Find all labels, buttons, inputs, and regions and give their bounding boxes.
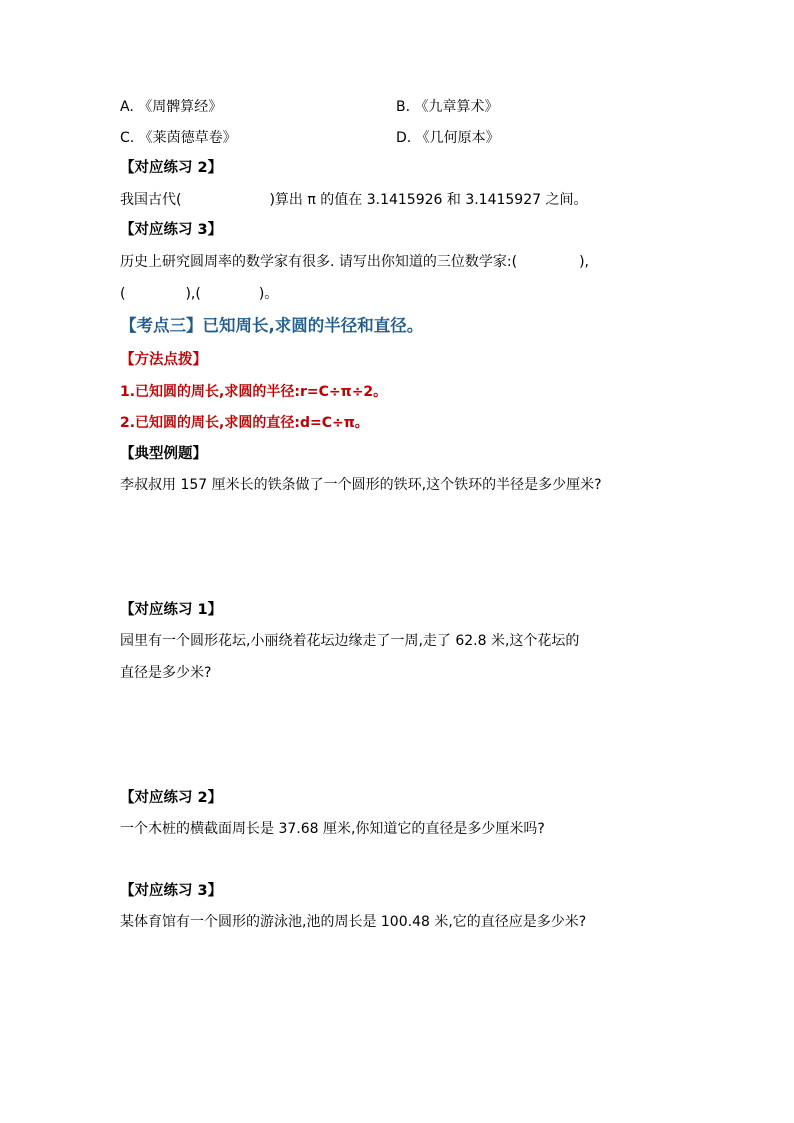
method-item-1: 1.已知圆的周长,求圆的半径:r=C÷π÷2。 <box>120 384 388 400</box>
practice2-heading: 【对应练习 2】 <box>120 160 223 176</box>
practice3-text-post: ), <box>579 254 589 270</box>
practice2-question <box>120 190 587 210</box>
choice-d: D. 《几何原本》 <box>396 130 500 146</box>
choice-b: B. 《九章算术》 <box>396 99 499 115</box>
practice3-question-line1 <box>120 252 589 272</box>
practice3-question-line2 <box>120 284 278 304</box>
practice3-heading: 【对应练习 3】 <box>120 222 223 238</box>
paren-close: )。 <box>258 286 279 302</box>
example-heading: 【典型例题】 <box>120 446 207 462</box>
method-item-2: 2.已知圆的周长,求圆的直径:d=C÷π。 <box>120 415 369 431</box>
choice-a: A. 《周髀算经》 <box>120 99 223 115</box>
topic3-title: 【考点三】已知周长,求圆的半径和直径。 <box>120 316 424 335</box>
exercise1-question-line1: 园里有一个圆形花坛,小丽绕着花坛边缘走了一周,走了 62.8 米,这个花坛的 <box>120 633 580 649</box>
example-question: 李叔叔用 157 厘米长的铁条做了一个圆形的铁环,这个铁环的半径是多少厘米? <box>120 477 602 493</box>
exercise3-question: 某体育馆有一个圆形的游泳池,池的周长是 100.48 米,它的直径应是多少米? <box>120 914 587 930</box>
exercise3-heading: 【对应练习 3】 <box>120 883 223 899</box>
exercise1-question-line2: 直径是多少米? <box>120 665 212 681</box>
choice-c: C. 《莱茵德草卷》 <box>120 130 237 146</box>
exercise2-question: 一个木桩的横截面周长是 37.68 厘米,你知道它的直径是多少厘米吗? <box>120 821 545 837</box>
practice2-text-post: )算出 π 的值在 3.1415926 和 3.1415927 之间。 <box>269 192 588 208</box>
method-heading: 【方法点拨】 <box>120 352 207 368</box>
paren-mid: ),( <box>185 286 201 302</box>
practice2-text-pre: 我国古代( <box>120 192 182 208</box>
exercise2-heading: 【对应练习 2】 <box>120 790 223 806</box>
exercise1-heading: 【对应练习 1】 <box>120 602 223 618</box>
paren-open: ( <box>120 286 126 302</box>
practice3-text-pre: 历史上研究圆周率的数学家有很多. 请写出你知道的三位数学家:( <box>120 254 518 270</box>
